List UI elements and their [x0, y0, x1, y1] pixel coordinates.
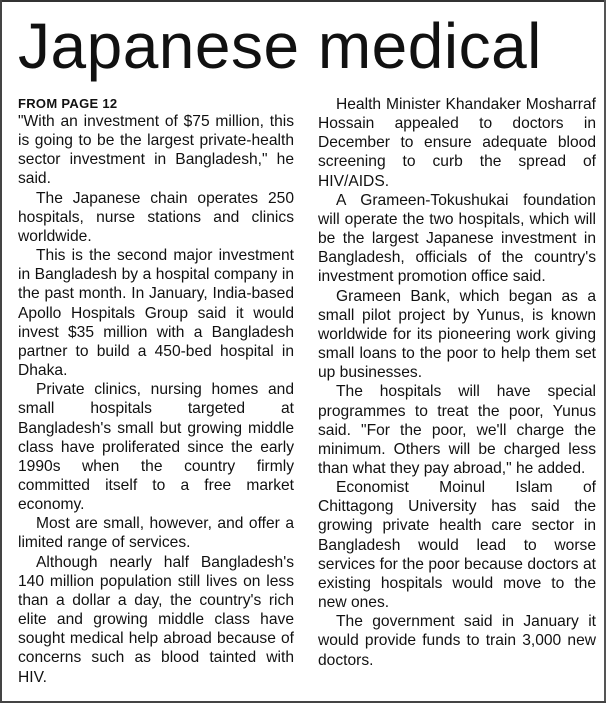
paragraph: Health Minister Khandaker Mosharraf Hossain appealed to doctors in December to ensure adequate blood screening to curb the spread of HIV/AIDS.: [318, 96, 596, 190]
paragraph: A Grameen-Tokushukai foundation will operate the two hospitals, which will be the largest Japanese investment in Bangladesh, officials of the country's investment promotion office said.: [318, 191, 596, 286]
top-border: [0, 0, 606, 2]
paragraph: The hospitals will have special programmes to treat the poor, Yunus said. "For the poor, we'll charge the minimum. Others will be charged less than what they pay abroad," he added.: [318, 383, 596, 477]
paragraph: Economist Moinul Islam of Chittagong University has said the growing private health care sector in Bangladesh would lead to worse services for the poor because doctors at existing hospitals would move to the new ones.: [318, 479, 596, 612]
continuation-kicker: FROM PAGE 12: [18, 96, 118, 111]
paragraph: This is the second major investment in Bangladesh by a hospital company in the past month. In January, India-based Apollo Hospitals Group said it would invest $35 million with a Bangladesh partner to build a 450-bed hospital in Dhaka.: [18, 247, 294, 380]
paragraph: The government said in January it would provide funds to train 3,000 new doctors.: [318, 613, 596, 669]
paragraph: The Japanese chain operates 250 hospitals, nurse stations and clinics worldwide.: [18, 189, 294, 245]
paragraph: "With an investment of $75 million, this is going to be the largest private-health sector investment in Bangladesh," he said.: [18, 113, 294, 188]
paragraph: Private clinics, nursing homes and small hospitals targeted at Bangladesh's small but growing middle class have proliferated since the early 1990s when the country firmly committed itself to a free market economy.: [18, 381, 294, 514]
paragraph: Although nearly half Bangladesh's 140 million population still lives on less than a dollar a day, the country's rich elite and growing middle class have sought medical help abroad because of concerns such as blood tainted with HIV.: [18, 553, 294, 686]
left-column: [18, 95, 294, 687]
right-column: [318, 95, 596, 670]
left-border: [0, 0, 2, 703]
paragraph: Grameen Bank, which began as a small pilot project by Yunus, is known worldwide for its pioneering work giving small loans to the poor to help them set up businesses.: [318, 287, 596, 382]
paragraph: Most are small, however, and offer a limited range of services.: [18, 515, 294, 552]
headline: Japanese medical: [18, 10, 542, 82]
